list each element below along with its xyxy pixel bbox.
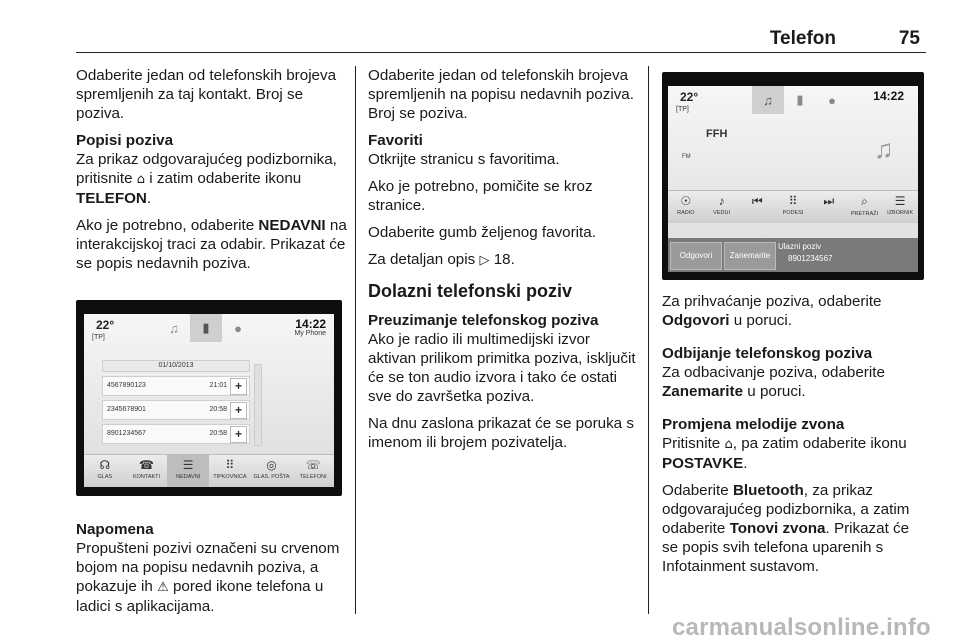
media-button[interactable]: ♪ VEDUI [704,191,740,223]
note-title: Napomena [76,521,154,538]
search-icon: ⌕ [861,194,868,208]
radio-button[interactable]: ☉ RADIO [668,191,704,223]
header-rule [76,52,926,53]
note-block [76,520,350,624]
home-icon: ⌂ [724,437,733,452]
temperature: 22° [680,90,699,104]
note-text: Propušteni pozivi označeni su crvenom bojom na popisu nedavnih poziva, a pokazuje ih ⚠ pored ikone telefona u ladici s aplikacijama. [76,540,340,615]
phone-icon[interactable]: ▮ [190,314,222,342]
answer-button[interactable]: Odgovori [670,242,722,270]
paragraph: Ako je radio ili multimedijski izvor aktivan prilikom primitka poziva, isključit će se ton audio izvora i tako će ostati sve do završetka poziva. [368,331,636,405]
column-3 [662,292,924,584]
section-title: Telefon [769,28,836,49]
column-2 [368,66,636,460]
band-label: FM [682,154,691,160]
page-header [76,22,926,52]
subheading-call-lists: Popisi poziva [76,132,174,149]
next-button[interactable] [811,191,847,223]
tp-indicator: [TP] [92,334,105,341]
subheading-ringtone: Promjena melodije zvona [662,416,845,433]
column-1 [76,66,350,281]
paragraph: Odaberite jedan od telefonskih brojeva spremljenih za taj kontakt. Broj se poziva. [76,67,337,122]
incoming-label: Ulazni poziv [778,242,822,251]
incoming-call-bar [668,238,918,272]
paragraph: Za prihvaćanje poziva, odaberite Odgovori u poruci. [662,293,882,329]
clock: 14:22 [873,89,904,103]
top-app-icons [752,86,848,114]
add-icon[interactable]: + [230,378,247,395]
list-item[interactable]: 8901234567 20:58 + [102,424,250,444]
paragraph: Za prikaz odgovarajućeg podizbornika, pritisnite ⌂ i zatim odaberite ikonu TELEFON. [76,151,337,207]
menu-button[interactable]: ☰ IZBORNIK [882,191,918,223]
screen-panel [84,314,334,486]
list-item[interactable]: 2345678901 20:58 + [102,400,250,420]
status-icon[interactable]: ● [828,92,836,108]
recent-button[interactable]: ☰ NEDAVNI [167,455,209,487]
voicemail-button[interactable]: ◎ GLAS. POŠTA [251,455,293,487]
screenshot-incoming-call [662,72,924,280]
keypad-button[interactable]: ⠿ TIPKOVNICA [209,455,251,487]
paragraph: Odaberite jedan od telefonskih brojeva spremljenih na popisu nedavnih poziva. Broj se poziva. [368,67,634,122]
screen-panel [668,86,918,272]
paragraph: Za detaljan opis ▷ 18. [368,251,515,268]
top-app-icons [158,314,254,342]
music-icon[interactable]: ♫ [752,86,784,114]
radio-icon: ☉ [680,194,692,208]
contacts-icon: ☎ [139,458,154,472]
interaction-bar [84,454,334,487]
column-divider-2 [648,66,649,614]
previous-button[interactable] [739,191,775,223]
music-icon[interactable]: ♫ [169,320,179,336]
status-icon[interactable]: ● [234,320,242,336]
clock: 14:22 [295,317,326,331]
watermark: carmanualsonline.info [672,614,931,641]
paragraph: Ako je potrebno, pomičite se kroz stranice. [368,178,593,214]
phones-button[interactable]: ☏ TELEFONI [292,455,334,487]
scrollbar[interactable] [254,364,262,446]
subheading-reject-call: Odbijanje telefonskog poziva [662,345,873,362]
incoming-call-info [778,241,833,265]
temperature: 22° [96,318,115,332]
paragraph: Pritisnite ⌂, pa zatim odaberite ikonu POSTAVKE. [662,435,907,472]
voicemail-icon: ◎ [266,458,277,472]
subheading-accept-call: Preuzimanje telefonskog poziva [368,312,599,329]
interaction-bar [668,190,918,223]
phone-name: My Phone [294,330,326,337]
recent-icon: ☰ [182,458,194,472]
paragraph: Odaberite Bluetooth, za prikaz odgovarajućeg podizbornika, a zatim odaberite Tonovi zvona. Prikazat će se popis svih telefona uparenih s Infotainment sustavom. [662,482,910,575]
voice-button[interactable]: ☊ GLAS [84,455,126,487]
paragraph: Odaberite gumb željenog favorita. [368,224,596,241]
reference-arrow-icon: ▷ [479,253,490,268]
paragraph: Za odbacivanje poziva, odaberite Zanemarite u poruci. [662,364,885,400]
screenshot-recent-calls [76,300,342,496]
ignore-button[interactable]: Zanemarite [724,242,776,270]
column-divider-1 [355,66,356,614]
music-note-icon: ♫ [874,134,894,164]
incoming-number: 8901234567 [788,254,833,263]
previous-icon: ⏮ [751,194,763,208]
contacts-button[interactable]: ☎ KONTAKTI [126,455,168,487]
tp-indicator: [TP] [676,106,689,113]
section-heading-incoming-call: Dolazni telefonski poziv [368,281,573,301]
add-icon[interactable]: + [230,402,247,419]
station-name: FFH [706,128,728,140]
voice-icon: ☊ [99,458,111,472]
date-header: 01/10/2013 [102,360,250,372]
note-icon: ♪ [718,194,725,208]
phones-icon: ☏ [305,458,321,472]
page-number: 75 [898,28,920,49]
paragraph: Otkrijte stranicu s favoritima. [368,151,560,168]
keypad-icon: ⠿ [225,458,235,472]
subheading-favorites: Favoriti [368,132,423,149]
menu-icon: ☰ [894,194,906,208]
phone-icon[interactable]: ▮ [796,92,804,107]
paragraph: Ako je potrebno, odaberite NEDAVNI na interakcijskoj traci za odabir. Prikazat će se popis nedavnih poziva. [76,217,347,272]
tune-button[interactable]: ⠿ PODESI [775,191,811,223]
home-icon: ⌂ [136,172,146,187]
paragraph: Na dnu zaslona prikazat će se poruka s imenom ili brojem pozivatelja. [368,415,634,451]
list-item[interactable]: 4567890123 21:01 + [102,376,250,396]
search-button[interactable]: ⌕ PRETRAŽI [847,191,883,223]
grid-icon: ⠿ [788,194,798,208]
next-icon: ⏭ [823,194,835,208]
add-icon[interactable]: + [230,426,247,443]
warning-icon: ⚠ [157,580,169,595]
